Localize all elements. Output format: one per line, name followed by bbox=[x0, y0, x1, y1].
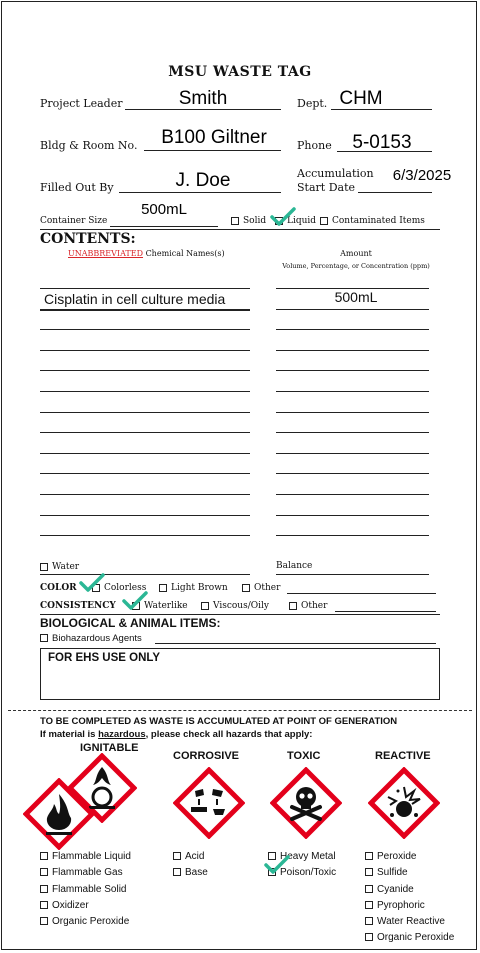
project-leader-label: Project Leader bbox=[40, 97, 123, 110]
corrosive-heading: CORROSIVE bbox=[173, 750, 240, 762]
toxic-poison[interactable]: Poison/Toxic bbox=[268, 867, 336, 878]
corrosive-base[interactable]: Base bbox=[173, 867, 208, 878]
container-value[interactable]: 500mL bbox=[141, 201, 187, 218]
dept-value[interactable]: CHM bbox=[339, 88, 383, 109]
phone-label: Phone bbox=[297, 139, 332, 152]
biohazard-checkbox[interactable] bbox=[40, 634, 48, 642]
toxic-heading: TOXIC bbox=[287, 750, 321, 762]
amount-row-1[interactable]: 500mL bbox=[334, 289, 378, 305]
sulfide-checkbox[interactable] bbox=[365, 868, 373, 876]
reactive-pyrophoric[interactable]: Pyrophoric bbox=[365, 900, 425, 911]
bldg-label: Bldg & Room No. bbox=[40, 139, 138, 152]
amount-line bbox=[276, 473, 429, 474]
cyanide-checkbox[interactable] bbox=[365, 885, 373, 893]
accum-value[interactable]: 6/3/2025 bbox=[392, 167, 452, 184]
chemical-line bbox=[40, 453, 250, 454]
ignitable-oxidizer[interactable]: Oxidizer bbox=[40, 900, 89, 911]
viscous-checkbox[interactable] bbox=[201, 602, 209, 610]
contents-heading: CONTENTS: bbox=[40, 231, 136, 247]
chemical-row-1[interactable]: Cisplatin in cell culture media bbox=[44, 291, 226, 307]
chemical-line bbox=[40, 515, 250, 516]
ignitable-organic-peroxide-checkbox[interactable] bbox=[40, 917, 48, 925]
flammable-gas-checkbox[interactable] bbox=[40, 868, 48, 876]
water-reactive-checkbox[interactable] bbox=[365, 917, 373, 925]
flame-pictogram-icon bbox=[23, 778, 95, 850]
solid-option[interactable]: Solid bbox=[231, 216, 266, 226]
solid-checkbox[interactable] bbox=[231, 217, 239, 225]
amount-line bbox=[276, 329, 429, 330]
consistency-viscous[interactable]: Viscous/Oily bbox=[201, 601, 269, 611]
container-label: Container Size bbox=[40, 216, 108, 226]
reactive-organic-peroxide[interactable]: Organic Peroxide bbox=[365, 932, 454, 943]
reactive-peroxide[interactable]: Peroxide bbox=[365, 851, 416, 862]
water-option[interactable]: Water bbox=[40, 562, 79, 572]
chemical-line bbox=[40, 494, 250, 495]
balance-label: Balance bbox=[276, 561, 313, 571]
color-colorless[interactable]: Colorless bbox=[92, 583, 146, 593]
accumulated-line-1: TO BE COMPLETED AS WASTE IS ACCUMULATED AT POINT OF GENERATION bbox=[40, 716, 398, 727]
unabbreviated-text: UNABBREVIATED bbox=[68, 249, 144, 258]
amount-line bbox=[276, 350, 429, 351]
oxidizer-checkbox[interactable] bbox=[40, 901, 48, 909]
dept-label: Dept. bbox=[297, 97, 328, 110]
reactive-organic-peroxide-checkbox[interactable] bbox=[365, 933, 373, 941]
amount-line bbox=[276, 535, 429, 536]
consistency-waterlike[interactable]: Waterlike bbox=[132, 601, 188, 611]
bldg-value[interactable]: B100 Giltner bbox=[161, 127, 267, 148]
consistency-other[interactable]: Other bbox=[289, 601, 327, 611]
reactive-cyanide[interactable]: Cyanide bbox=[365, 884, 414, 895]
consistency-label: CONSISTENCY bbox=[40, 601, 116, 611]
amount-line bbox=[276, 453, 429, 454]
filled-by-label: Filled Out By bbox=[40, 181, 114, 194]
color-label: COLOR bbox=[40, 583, 77, 593]
contaminated-option[interactable]: Contaminated Items bbox=[320, 216, 425, 226]
chemical-line bbox=[40, 288, 250, 289]
chemical-line bbox=[40, 412, 250, 413]
contaminated-checkbox[interactable] bbox=[320, 217, 328, 225]
liquid-option[interactable]: Liquid bbox=[275, 216, 316, 226]
amount-line bbox=[276, 494, 429, 495]
chemical-line bbox=[40, 535, 250, 536]
peroxide-checkbox[interactable] bbox=[365, 852, 373, 860]
consistency-other-checkbox[interactable] bbox=[289, 602, 297, 610]
skull-pictogram-icon bbox=[270, 767, 342, 839]
amount-subheader: Volume, Percentage, or Concentration (ppm) bbox=[282, 262, 430, 270]
ehs-label: FOR EHS USE ONLY bbox=[48, 652, 161, 664]
amount-line bbox=[276, 432, 429, 433]
bio-option[interactable]: Biohazardous Agents bbox=[40, 633, 142, 644]
amount-line bbox=[276, 412, 429, 413]
reactive-sulfide[interactable]: Sulfide bbox=[365, 867, 408, 878]
chemical-names-header: UNABBREVIATED Chemical Names(s) bbox=[68, 249, 225, 258]
flammable-solid-checkbox[interactable] bbox=[40, 885, 48, 893]
reactive-water-reactive[interactable]: Water Reactive bbox=[365, 916, 445, 927]
flammable-liquid-checkbox[interactable] bbox=[40, 852, 48, 860]
ignitable-organic-peroxide[interactable]: Organic Peroxide bbox=[40, 916, 129, 927]
reactive-heading: REACTIVE bbox=[375, 750, 431, 762]
waterlike-checkmark-icon bbox=[122, 591, 148, 611]
base-checkbox[interactable] bbox=[173, 868, 181, 876]
ignitable-flammable-gas[interactable]: Flammable Gas bbox=[40, 867, 123, 878]
phone-value[interactable]: 5-0153 bbox=[352, 132, 412, 153]
poison-toxic-checkmark-icon bbox=[264, 855, 290, 875]
chemical-line bbox=[40, 350, 250, 351]
chemical-header-line bbox=[40, 310, 250, 311]
toxic-heavy-metal[interactable]: Heavy Metal bbox=[268, 851, 336, 862]
color-other[interactable]: Other bbox=[242, 583, 280, 593]
explosive-pictogram-icon bbox=[368, 767, 440, 839]
amount-line bbox=[276, 391, 429, 392]
ehs-box bbox=[40, 648, 440, 700]
project-leader-value[interactable]: Smith bbox=[178, 88, 228, 109]
accumulated-line-2: If material is hazardous, please check all hazards that apply: bbox=[40, 729, 313, 740]
accum-label-2: Start Date bbox=[297, 181, 355, 194]
colorless-checkmark-icon bbox=[79, 573, 105, 593]
chemical-line bbox=[40, 370, 250, 371]
chemical-line bbox=[40, 391, 250, 392]
water-checkbox[interactable] bbox=[40, 563, 48, 571]
amount-line bbox=[276, 370, 429, 371]
tear-line bbox=[8, 710, 472, 711]
ignitable-flammable-liquid[interactable]: Flammable Liquid bbox=[40, 851, 131, 862]
pyrophoric-checkbox[interactable] bbox=[365, 901, 373, 909]
liquid-checkmark-icon bbox=[270, 207, 296, 227]
accum-label-1: Accumulation bbox=[297, 167, 374, 180]
filled-by-value[interactable]: J. Doe bbox=[175, 170, 231, 191]
ignitable-flammable-solid[interactable]: Flammable Solid bbox=[40, 884, 126, 895]
bio-heading: BIOLOGICAL & ANIMAL ITEMS: bbox=[40, 616, 221, 630]
ignitable-heading: IGNITABLE bbox=[80, 742, 139, 754]
acid-checkbox[interactable] bbox=[173, 852, 181, 860]
color-light-brown[interactable]: Light Brown bbox=[159, 583, 228, 593]
chemical-line bbox=[40, 473, 250, 474]
color-other-checkbox[interactable] bbox=[242, 584, 250, 592]
tag-title: MSU WASTE TAG bbox=[168, 64, 312, 80]
chemical-line bbox=[40, 329, 250, 330]
amount-line bbox=[276, 515, 429, 516]
amount-header: Amount bbox=[340, 249, 372, 258]
corrosive-acid[interactable]: Acid bbox=[173, 851, 204, 862]
light-brown-checkbox[interactable] bbox=[159, 584, 167, 592]
chemical-line bbox=[40, 432, 250, 433]
corrosive-pictogram-icon bbox=[173, 767, 245, 839]
amount-line bbox=[276, 309, 429, 310]
